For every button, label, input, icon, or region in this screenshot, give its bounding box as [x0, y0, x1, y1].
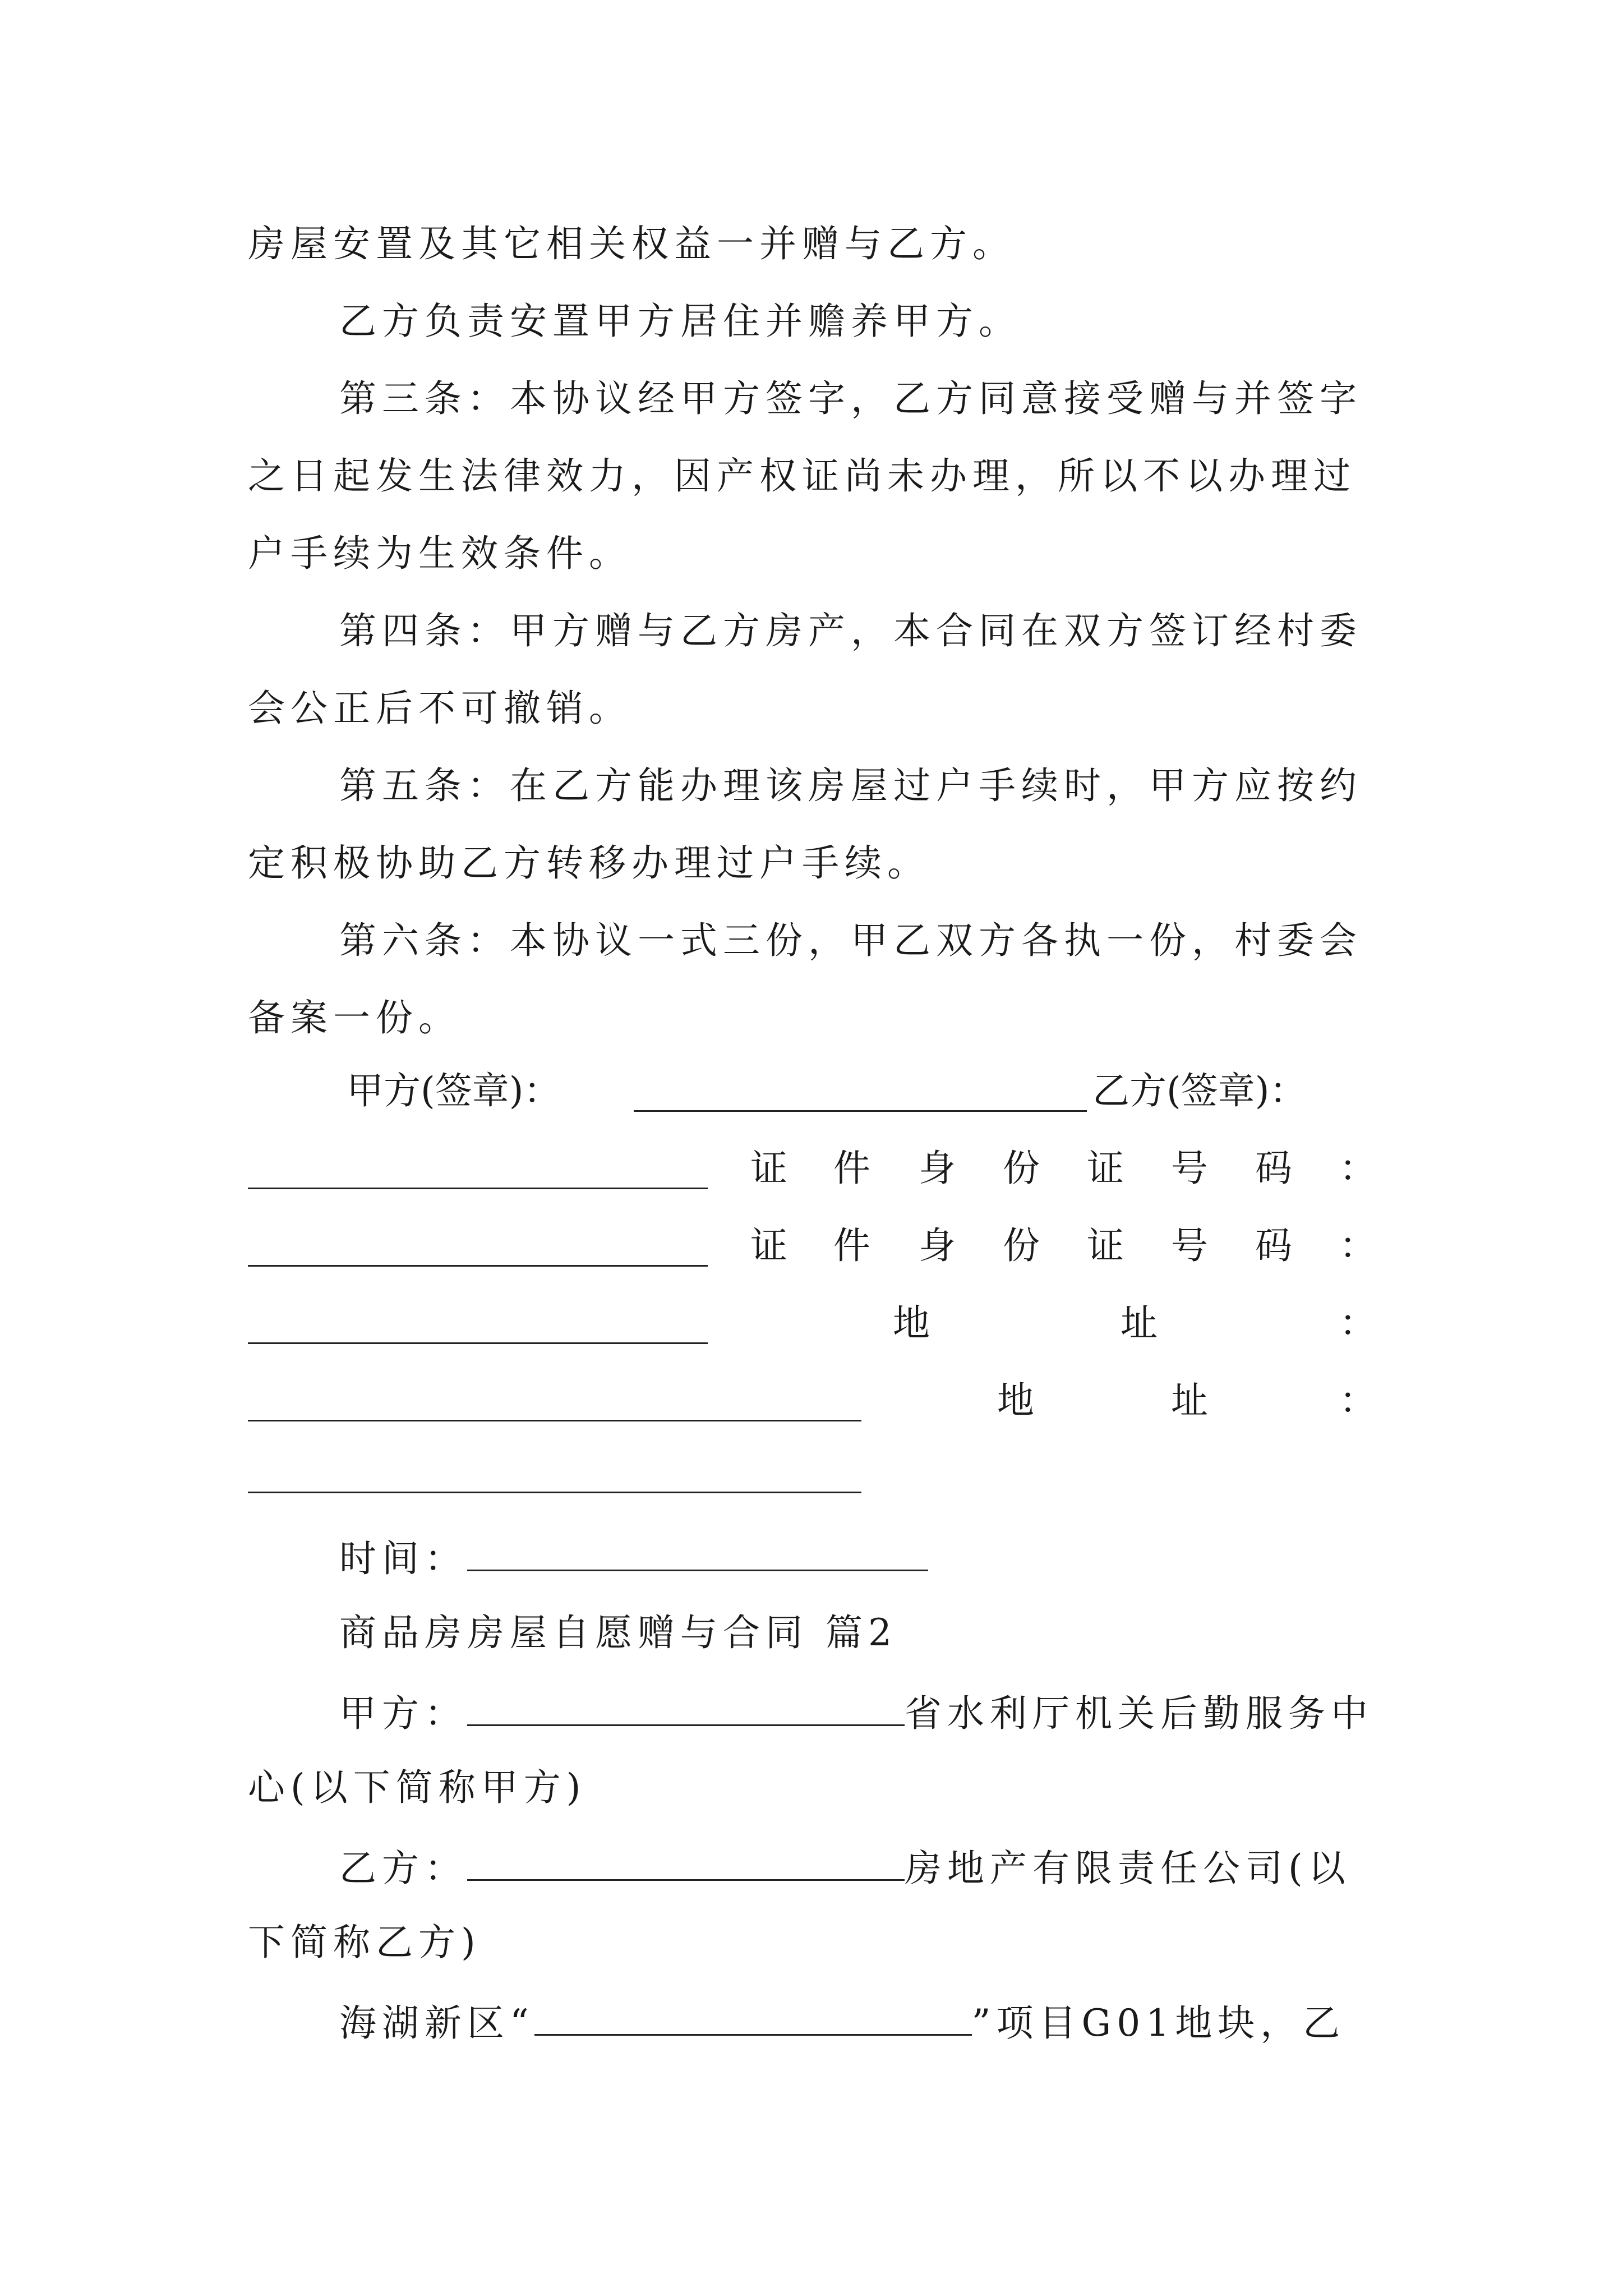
address-char: 址	[1171, 1379, 1208, 1422]
party-a-id-blank[interactable]	[248, 1265, 708, 1267]
id-char: 证	[1087, 1147, 1124, 1190]
id-char: 码	[1255, 1224, 1292, 1267]
party-b-name: 房地产有限责任公司(以	[905, 1847, 1351, 1890]
party-a-signature-label: 甲方(签章)：	[347, 1069, 561, 1112]
party-b-id-blank[interactable]	[248, 1342, 708, 1344]
address-char: 地	[997, 1379, 1034, 1422]
paragraph-line: 房屋安置及其它相关权益一并赠与乙方。	[248, 222, 1015, 265]
party-b-label: 乙方：	[339, 1847, 467, 1890]
section-heading: 商品房房屋自愿赠与合同 篇2	[339, 1611, 897, 1654]
section2-project-line	[339, 2001, 1346, 2045]
article-3-line-3: 户手续为生效条件。	[248, 532, 631, 575]
colon: ：	[1339, 1147, 1376, 1190]
section2-party-b-cont: 下简称乙方)	[248, 1921, 481, 1964]
address-char: 地	[893, 1301, 930, 1345]
time-line	[339, 1537, 928, 1580]
section2-party-a-cont: 心(以下简称甲方)	[248, 1766, 587, 1809]
time-label: 时间：	[339, 1537, 467, 1580]
party-a-name: 省水利厅机关后勤服务中	[905, 1692, 1373, 1735]
section2-party-a-line	[339, 1692, 1373, 1735]
colon: ：	[1339, 1379, 1376, 1422]
party-a-label: 甲方：	[339, 1692, 467, 1735]
signature-row-id-a	[248, 1147, 1376, 1190]
signature-row-address-a	[248, 1301, 1376, 1345]
project-suffix: ”项目G01地块，乙	[971, 2001, 1346, 2045]
article-4-line-2: 会公正后不可撤销。	[248, 687, 631, 730]
signature-row-parties	[248, 1069, 1376, 1112]
party-a-name-blank[interactable]	[467, 1692, 905, 1726]
article-6-line-2: 备案一份。	[248, 996, 461, 1039]
id-char: 份	[1003, 1224, 1040, 1267]
signature-row-address-blank	[248, 1454, 1376, 1493]
colon: ：	[1339, 1301, 1376, 1345]
id-char: 证	[1087, 1224, 1124, 1267]
id-char: 号	[1171, 1147, 1208, 1190]
article-5-line-2: 定积极协助乙方转移办理过户手续。	[248, 841, 930, 885]
party-b-name-blank[interactable]	[467, 1847, 905, 1881]
party-b-address-blank[interactable]	[248, 1492, 861, 1493]
id-char: 身	[919, 1224, 956, 1267]
party-a-address-blank[interactable]	[248, 1420, 861, 1421]
party-b-signature-blank[interactable]	[248, 1188, 708, 1189]
colon: ：	[1339, 1224, 1376, 1267]
party-b-signature-label: 乙方(签章)：	[1092, 1069, 1307, 1112]
party-a-signature-blank[interactable]	[634, 1110, 1087, 1112]
article-6-line-1: 第六条：本协议一式三份，甲乙双方各执一份，村委会	[339, 919, 1362, 962]
id-char: 件	[833, 1224, 870, 1267]
paragraph-line: 乙方负责安置甲方居住并赡养甲方。	[339, 300, 1021, 343]
article-4-line-1: 第四条：甲方赠与乙方房产，本合同在双方签订经村委	[339, 609, 1362, 652]
id-char: 份	[1003, 1147, 1040, 1190]
time-blank[interactable]	[467, 1537, 928, 1571]
section2-party-b-line	[339, 1847, 1351, 1890]
signature-row-id-b	[248, 1224, 1376, 1267]
id-char: 号	[1171, 1224, 1208, 1267]
id-char: 码	[1255, 1147, 1292, 1190]
signature-row-address-b	[248, 1379, 1376, 1422]
article-3-line-2: 之日起发生法律效力，因产权证尚未办理，所以不以办理过	[248, 454, 1356, 498]
article-3-line-1: 第三条：本协议经甲方签字，乙方同意接受赠与并签字	[339, 377, 1362, 420]
id-char: 件	[833, 1147, 870, 1190]
id-char: 身	[919, 1147, 956, 1190]
id-char: 证	[750, 1147, 787, 1190]
project-prefix: 海湖新区“	[339, 2001, 534, 2045]
id-char: 证	[750, 1224, 787, 1267]
article-5-line-1: 第五条：在乙方能办理该房屋过户手续时，甲方应按约	[339, 764, 1362, 807]
project-name-blank[interactable]	[534, 2001, 972, 2036]
address-char: 址	[1121, 1301, 1158, 1345]
